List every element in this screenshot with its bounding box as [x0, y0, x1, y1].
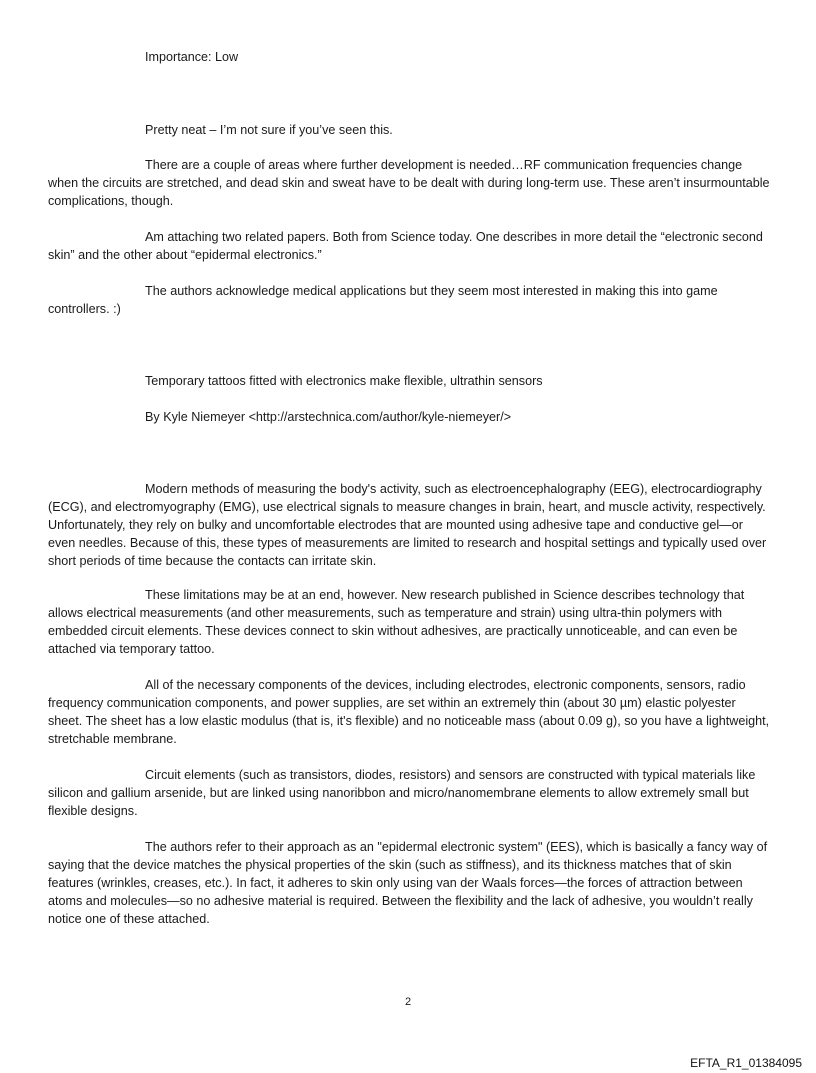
email-intro: Pretty neat – I’m not sure if you’ve seen this. [145, 123, 393, 137]
article-byline: By Kyle Niemeyer <http://arstechnica.com/author/kyle-niemeyer/> [145, 410, 512, 424]
page-number: 2 [404, 996, 412, 1008]
importance-line: Importance: Low [145, 50, 239, 64]
article-paragraph-5: The authors refer to their approach as an "epidermal electronic system" (EES), which is basically a fancy way of saying that the device matches the physical properties of the skin (such as stiffness), and its thickness matches that of skin features (wrinkles, creases, etc.). In fact, it adheres to skin only using van der Waals forces—the forces of attraction between atoms and molecules—so no adhesive material is required. Between the flexibility and the lack of adhesive, you wouldn’t really notice one of these attached. [48, 840, 768, 926]
email-paragraph-development: There are a couple of areas where further development is needed…RF communication frequencies change when the circuits are stretched, and dead skin and sweat have to be dealt with during long-term use. These aren’t insurmountable complications, though. [48, 158, 770, 208]
article-paragraph-2: These limitations may be at an end, however. New research published in Science describes technology that allows electrical measurements (and other measurements, such as temperature and strain) using ultra-thin polymers with embedded circuit elements. These devices connect to skin without adhesives, are practically unnoticeable, and can even be attached via temporary tattoo. [48, 588, 745, 656]
email-paragraph-applications: The authors acknowledge medical applications but they seem most interested in making this into game controllers. :) [48, 284, 718, 316]
article-paragraph-3: All of the necessary components of the devices, including electrodes, electronic components, sensors, radio frequency communication components, and power supplies, are set within an extremely thin (about 30 µm) elastic polyester sheet. The sheet has a low elastic modulus (that is, it's flexible) and no noticeable mass (about 0.09 g), so you have a lightweight, stretchable membrane. [48, 678, 770, 746]
article-paragraph-1: Modern methods of measuring the body's activity, such as electroencephalography (EEG), electrocardiography (ECG), and electromyography (EMG), use electrical signals to measure changes in brain, heart, and muscle activity, respectively. Unfortunately, they rely on bulky and uncomfortable electrodes that are mounted using adhesive tape and conductive gel—or even needles. Because of this, these types of measurements are limited to research and hospital settings and typically used over short periods of time because the contacts can irritate skin. [48, 482, 767, 568]
bates-number: EFTA_R1_01384095 [690, 1056, 802, 1070]
article-title: Temporary tattoos fitted with electronics make flexible, ultrathin sensors [145, 374, 543, 388]
email-paragraph-attachments: Am attaching two related papers. Both from Science today. One describes in more detail the “electronic second skin” and the other about “epidermal electronics.” [48, 230, 763, 262]
article-paragraph-4: Circuit elements (such as transistors, diodes, resistors) and sensors are constructed with typical materials like silicon and gallium arsenide, but are linked using nanoribbon and micro/nanomembrane elements to allow extremely small but flexible designs. [48, 768, 756, 818]
